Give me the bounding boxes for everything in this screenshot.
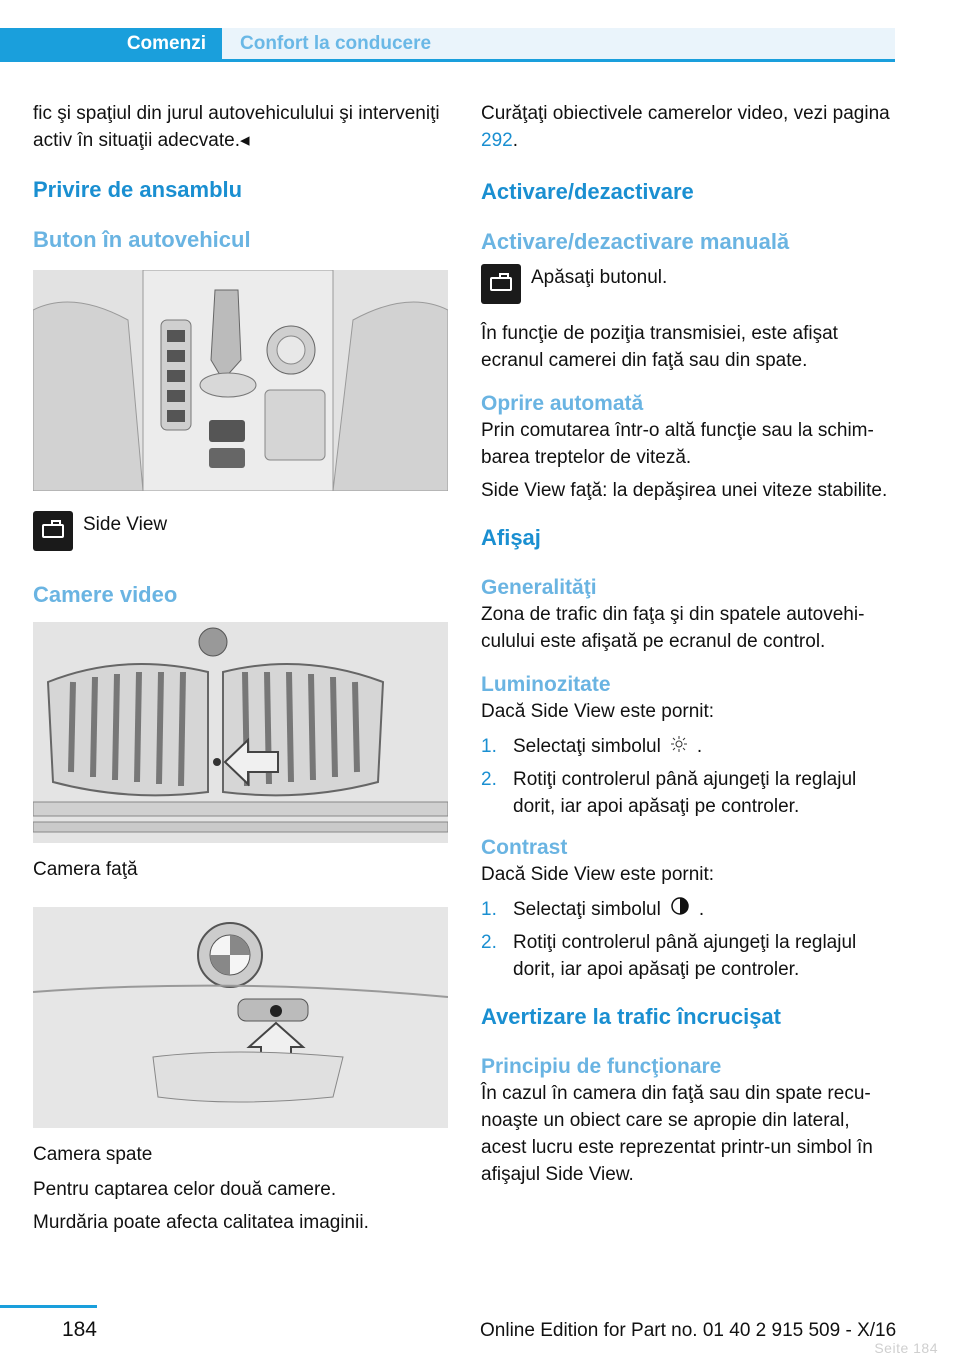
contrast-steps: [481, 896, 896, 983]
footer-rule: [0, 1305, 97, 1308]
step-number: 1.: [481, 736, 497, 757]
paragraph-general: Zona de trafic din faţa şi din spatele autovehiculului este afişată pe ecranul de control.: [481, 604, 865, 652]
press-button-label: Apăsaţi butonul.: [531, 267, 668, 288]
side-view-camera-icon-right: [481, 264, 521, 304]
left-column: [33, 100, 448, 1236]
heading-cross-traffic: Avertizare la trafic încrucişat: [481, 1004, 781, 1029]
heading-auto-stop: Oprire automată: [481, 392, 644, 415]
step-number: 1.: [481, 899, 497, 920]
paragraph-contrast-if: Dacă Side View este pornit:: [481, 864, 715, 885]
clean-suffix: .: [512, 130, 518, 151]
tab-comenzi[interactable]: Comenzi: [0, 28, 222, 59]
heading-manual-activation: Activare/dezactivare manuală: [481, 229, 790, 254]
list-item: [481, 929, 896, 983]
caption-front-camera: Camera faţă: [33, 859, 138, 880]
step-number: 2.: [481, 769, 497, 790]
paragraph-transmission: În funcţie de poziţia transmisiei, este afişat ecranul camerei din faţă sau din spate.: [481, 323, 838, 371]
paragraph-principle: În cazul în camera din faţă sau din spate recunoaşte un obiect care se apropie din lateral, acest lucru este reprezentat printr-un simbol în afişajul Side View.: [481, 1083, 873, 1185]
edition-footer: Online Edition for Part no. 01 40 2 915 509 - X/16: [480, 1320, 897, 1341]
center-console-illustration: [33, 270, 448, 491]
heading-principle: Principiu de funcţionare: [481, 1055, 722, 1078]
heading-brightness: Luminozitate: [481, 673, 611, 696]
side-view-button-row: [33, 511, 448, 555]
step-text: Rotiţi controlerul până ajungeţi la reglajul dorit, iar apoi apăsaţi pe controler.: [513, 769, 857, 817]
paragraph-capture: Pentru captarea celor două camere.: [33, 1179, 337, 1200]
intro-paragraph: fic şi spaţiul din jurul autovehiculului şi interveniţi activ în situaţii adecvate.◂: [33, 103, 440, 151]
list-item: [481, 733, 896, 760]
paragraph-side-view-front: Side View faţă: la depăşirea unei viteze stabilite.: [481, 480, 888, 501]
heading-button: Buton în autovehicul: [33, 227, 251, 252]
contrast-icon: [671, 896, 689, 923]
paragraph-clean-lenses: [481, 100, 896, 154]
tab-confort-la-conducere[interactable]: Confort la conducere: [222, 28, 895, 59]
list-item: [481, 766, 896, 820]
right-column: [481, 100, 896, 1188]
center-console-image: [33, 270, 448, 491]
step-text-post: .: [696, 736, 703, 757]
heading-general: Generalităţi: [481, 576, 597, 599]
rear-tailgate-illustration: [33, 907, 448, 1128]
heading-activation: Activare/dezactivare: [481, 179, 694, 204]
step-text: Selectaţi simbolul: [513, 736, 661, 757]
step-text: Selectaţi simbolul: [513, 899, 661, 920]
step-text: Rotiţi controlerul până ajungeţi la reglajul dorit, iar apoi apăsaţi pe controler.: [513, 932, 857, 980]
side-view-camera-icon: [33, 511, 73, 551]
side-view-label: Side View: [83, 514, 168, 535]
press-button-row: [481, 264, 896, 308]
front-grille-illustration: [33, 622, 448, 843]
caption-rear-camera: Camera spate: [33, 1144, 153, 1165]
heading-cameras: Camere video: [33, 582, 178, 607]
step-number: 2.: [481, 932, 497, 953]
heading-overview: Privire de ansamblu: [33, 177, 243, 202]
page-link-292[interactable]: 292: [481, 130, 513, 151]
paragraph-brightness-if: Dacă Side View este pornit:: [481, 701, 715, 722]
watermark-text: Seite 184: [874, 1340, 938, 1356]
heading-display: Afişaj: [481, 525, 541, 550]
rear-camera-image: [33, 907, 448, 1128]
front-camera-image: [33, 622, 448, 843]
paragraph-auto-stop: Prin comutarea într-o altă funcţie sau la schimbarea treptelor de viteză.: [481, 420, 874, 468]
list-item: [481, 896, 896, 923]
page-number: 184: [61, 1318, 97, 1341]
heading-contrast: Contrast: [481, 836, 568, 859]
sun-icon: [671, 733, 687, 760]
chapter-header: [0, 28, 895, 62]
paragraph-dirt: Murdăria poate afecta calitatea imaginii.: [33, 1212, 369, 1233]
step-text-post: .: [698, 899, 705, 920]
clean-text: Curăţaţi obiectivele camerelor video, vezi pagina: [481, 103, 890, 124]
brightness-steps: [481, 733, 896, 820]
